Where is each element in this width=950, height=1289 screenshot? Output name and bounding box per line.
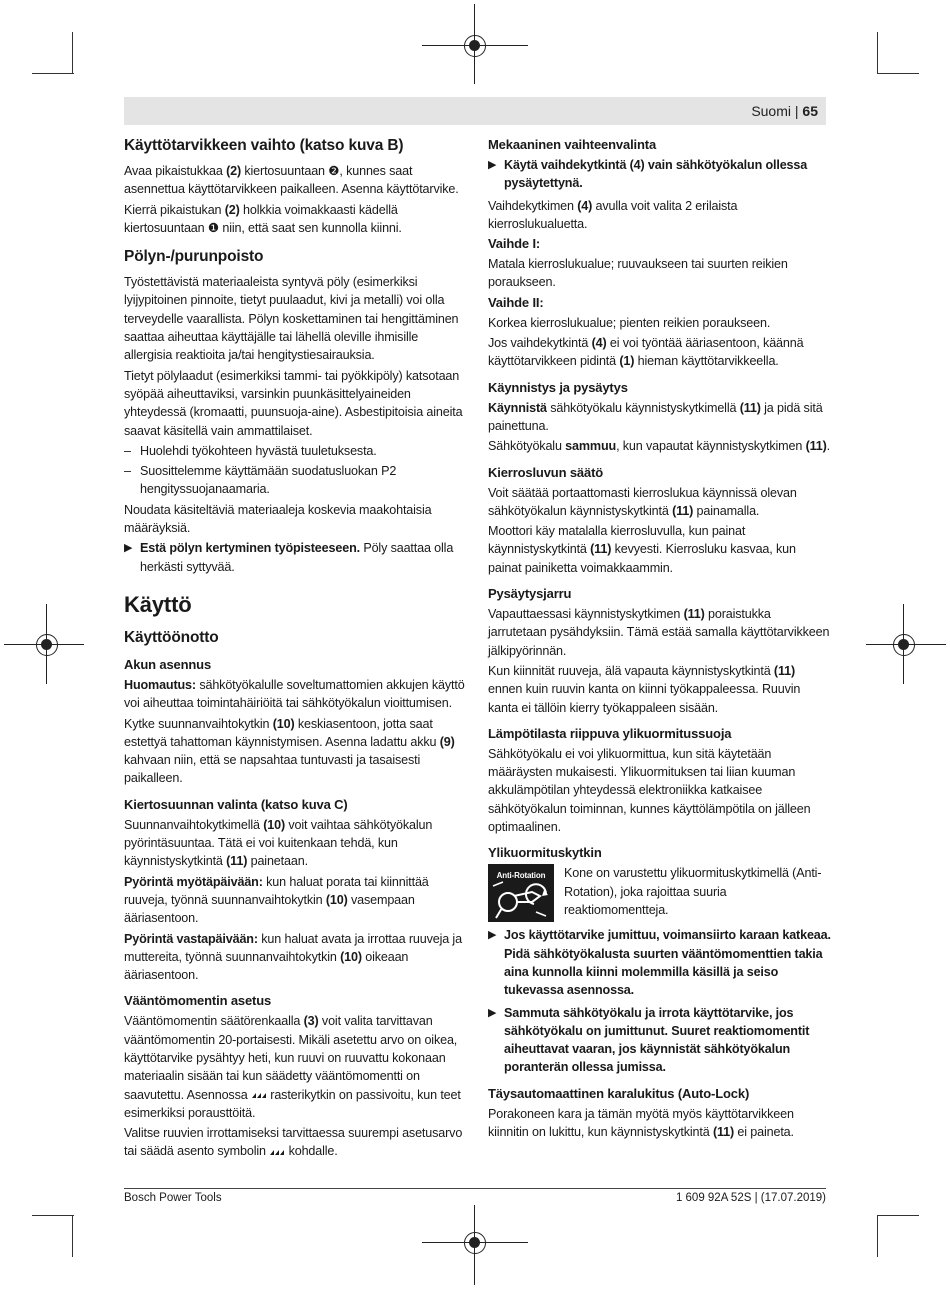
paragraph: Tietyt pölylaadut (esimerkiksi tammi- tai pyökkipöly) katsotaan syöpää aiheuttaviksi, varsinkin puunkäsittelyaineiden yhteydessä (kromaatti, puunsuoja-aine). Asbestipitoisia aineita saavat käsitellä vain ammattilaiset. (124, 368, 463, 438)
crop-mark (877, 32, 878, 74)
paragraph: Jos vaihdekytkintä (4) ei voi työntää ääriasentoon, käännä käyttötarvikkeen pidintä (1) hieman käyttötarvikkeella. (488, 336, 804, 369)
heading-onoff: Käynnistys ja pysäytys (488, 379, 628, 395)
paragraph: Kone on varustettu ylikuormituskytkimellä (Anti-Rotation), joka rajoittaa suuria reaktiomomentteja. (564, 866, 822, 917)
bullet-item: ▶ Estä pölyn kertyminen työpisteeseen. Pöly saattaa olla herkästi syttyvää. (124, 539, 467, 576)
heading-tool-change: Käyttötarvikkeen vaihto (katso kuva B) (124, 137, 404, 154)
crop-mark (32, 1215, 74, 1216)
paragraph: Vääntömomentin säätörenkaalla (3) voit valita tarvittavan vääntömomentin 20-portaisesti. Mikäli asetettu arvo on oikea, käyttötarvike pysähtyy heti, kun ruuvi on ruuvattu kokonaan materiaalin sisään tai kun säädetty vääntömomentti on saavutettu. Asennossa rasterikytkin on passivoitu, kun teet esimerkiksi porausttöitä. (124, 1014, 461, 1120)
paragraph: Työstettävistä materiaaleista syntyvä pöly (esimerkiksi lyijypitoinen pinnoite, tietyt puulaadut, kivi ja metalli) voi olla terveydelle vaarallista. Pölyn koskettaminen tai hengittäminen saattaa aiheuttaa käyttäjälle tai lähellä oleville ihmisille allergisia reaktioita ja/tai hengitystiesairauksia. (124, 275, 459, 363)
registration-mark-icon (464, 1232, 486, 1254)
heading-torque: Vääntömomentin asetus (124, 993, 272, 1009)
heading-overload: Ylikuormituskytkin (488, 845, 602, 861)
crop-mark (877, 1215, 919, 1216)
paragraph: Suunnanvaihtokytkimellä (10) voit vaihtaa sähkötyökalun pyörintäsuuntaa. Tätä ei voi kuitenkaan tehdä, kun käynnistyskytkintä (11) painetaan. (124, 817, 433, 869)
left-column (124, 134, 467, 1163)
language-label: Suomi (751, 103, 791, 119)
paragraph: Vapauttaessasi käynnistyskytkimen (11) poraistukka jarrutetaan pysähdyksiin. Tämä estää samalla käyttötarvikkeen jälkipyörinnän. (488, 607, 830, 658)
drill-symbol-icon (269, 1148, 285, 1156)
dash-item: – Huolehdi työkohteen hyvästä tuuletuksesta. (124, 443, 377, 458)
registration-mark-icon (464, 35, 486, 57)
bullet-item: ▶ Käytä vaihdekytkintä (4) vain sähkötyökalun ollessa pysäytettynä. (488, 156, 831, 193)
heading-usage: Käyttö (124, 591, 192, 617)
paragraph: Porakoneen kara ja tämän myötä myös käyttötarvikkeen kiinnitin on lukittu, kun käynnistyskytkintä (11) ei paineta. (488, 1106, 794, 1139)
heading-temperature: Lämpötilasta riippuva ylikuormitussuoja (488, 725, 732, 741)
bullet-item: ▶ Sammuta sähkötyökalu ja irrota käyttötarvike, jos sähkötyökalu on jumittunut. Suuret reaktiomomentit aiheuttavat vaaran, jos käynnistät sähkötyökalun poranterän ollessa jumissa. (488, 1004, 831, 1077)
paragraph: Sähkötyökalu sammuu, kun vapautat käynnistyskytkimen (11). (488, 439, 831, 454)
heading-gear-2: Vaihde II: (488, 294, 544, 310)
paragraph: Pyörintä vastapäivään: kun haluat avata ja irrottaa ruuveja ja muttereita, työnnä suunnanvaihtokytkin (10) oikeaan ääriasentoon. (124, 931, 462, 983)
heading-auto-lock: Täysautomaattinen karalukitus (Auto-Lock) (488, 1085, 750, 1101)
heading-gear-1: Vaihde I: (488, 236, 541, 252)
bullet-arrow-icon: ▶ (488, 159, 497, 171)
heading-startup: Käyttöönotto (124, 628, 219, 646)
crop-mark (72, 1215, 73, 1257)
drill-symbol-icon (251, 1091, 267, 1099)
paragraph: Huomautus: sähkötyökalulle soveltumattomien akkujen käyttö voi aiheuttaa toimintahäiriöitä tai sähkötyökalun vioittumisen. (124, 677, 465, 711)
registration-mark-icon (36, 634, 58, 656)
header-separator: | (791, 103, 803, 119)
heading-brake: Pysäytysjarru (488, 586, 572, 602)
dash-item: – Suosittelemme käyttämään suodatusluokan P2 hengityssuojanaamaria. (124, 464, 397, 497)
paragraph: Kytke suunnanvaihtokytkin (10) keskiasentoon, jotta saat estettyä tahattoman käynnistymisen. Asenna ladattu akku (9) kahvaan niin, että se napsahtaa tuntuvasti ja tasaisesti paikalleen. (124, 716, 455, 786)
paragraph: Voit säätää portaattomasti kierroslukua käynnissä olevan sähkötyökalun käynnistyskytkintä (11) painamalla. (488, 485, 797, 518)
page-header (751, 103, 818, 119)
paragraph: Sähkötyökalu ei voi ylikuormittua, kun sitä käytetään määräysten mukaisesti. Ylikuormituksen tai liian kuuman akkulämpötilan yhteydessä elektroniikka katkaisee sähkötyökalun toiminnan, kunnes käyttölämpötila on jälleen optimaalinen. (488, 746, 811, 835)
heading-dust: Pölyn-/purunpoisto (124, 248, 264, 266)
footer-rule (124, 1188, 826, 1189)
bullet-arrow-icon: ▶ (124, 542, 133, 555)
paragraph: Vaihdekytkimen (4) avulla voit valita 2 erilaista kierroslukualuetta. (488, 198, 738, 231)
paragraph: Matala kierroslukualue; ruuvaukseen tai suurten reikien poraukseen. (488, 257, 788, 290)
paragraph: Kun kiinnität ruuveja, älä vapauta käynnistyskytkintä (11) ennen kuin ruuvin kanta on kiinni työkappaleessa. Ruuvin kanta ei tällöin kierry työkappaleen sisään. (488, 663, 801, 715)
anti-rotation-block (488, 864, 831, 922)
bullet-item: ▶ Jos käyttötarvike jumittuu, voimansiirto karaan katkeaa. Pidä sähkötyökalusta suurten vääntömomenttien takia aina kunnolla kiinni molemmilla käsillä ja seiso tukevassa asennossa. (488, 926, 831, 999)
crop-mark (877, 73, 919, 74)
paragraph: Moottori käy matalalla kierrosluvulla, kun painat käynnistyskytkintä (11) kevyesti. Kierrosluku kasvaa, kun painat painiketta voimakkaammin. (488, 524, 796, 575)
heading-speed: Kierrosluvun säätö (488, 464, 604, 480)
paragraph: Kierrä pikaistukan (2) holkkia voimakkaasti kädellä kiertosuuntaan ❶ niin, että saat sen kunnolla kiinni. (124, 202, 402, 235)
paragraph: Pyörintä myötäpäivään: kun haluat porata tai kiinnittää ruuveja, työnnä suunnanvaihtokytkin (10) vasempaan ääriasentoon. (124, 874, 429, 926)
footer-doc-id: 1 609 92A 52S | (17.07.2019) (675, 1192, 826, 1204)
paragraph: Korkea kierroslukualue; pienten reikien poraukseen. (488, 315, 771, 330)
bullet-arrow-icon: ▶ (488, 929, 497, 942)
paragraph: Valitse ruuvien irrottamiseksi tarvittaessa suurempi asetusarvo tai säädä asento symbolin kohdalle. (124, 1126, 463, 1159)
paragraph: Käynnistä sähkötyökalu käynnistyskytkimellä (11) ja pidä sitä painettuna. (488, 400, 823, 433)
bullet-arrow-icon: ▶ (488, 1006, 497, 1019)
paragraph: Avaa pikaistukkaa (2) kiertosuuntaan ❷, kunnes saat asennettua käyttötarvikkeen paikalleen. Asenna käyttötarvike. (124, 164, 459, 197)
registration-mark-icon (893, 634, 915, 656)
page-header-bar (124, 97, 826, 125)
anti-rotation-icon: Anti-Rotation (488, 864, 554, 922)
footer-brand: Bosch Power Tools (124, 1192, 222, 1204)
page-number: 65 (802, 103, 818, 119)
heading-gear: Mekaaninen vaihteenvalinta (488, 137, 657, 152)
right-column (488, 134, 831, 1143)
crop-mark (32, 73, 74, 74)
crop-mark (72, 32, 73, 74)
paragraph: Noudata käsiteltäviä materiaaleja koskevia maakohtaisia määräyksiä. (124, 502, 432, 536)
heading-direction: Kiertosuunnan valinta (katso kuva C) (124, 796, 348, 812)
heading-battery: Akun asennus (124, 656, 212, 672)
crop-mark (877, 1215, 878, 1257)
